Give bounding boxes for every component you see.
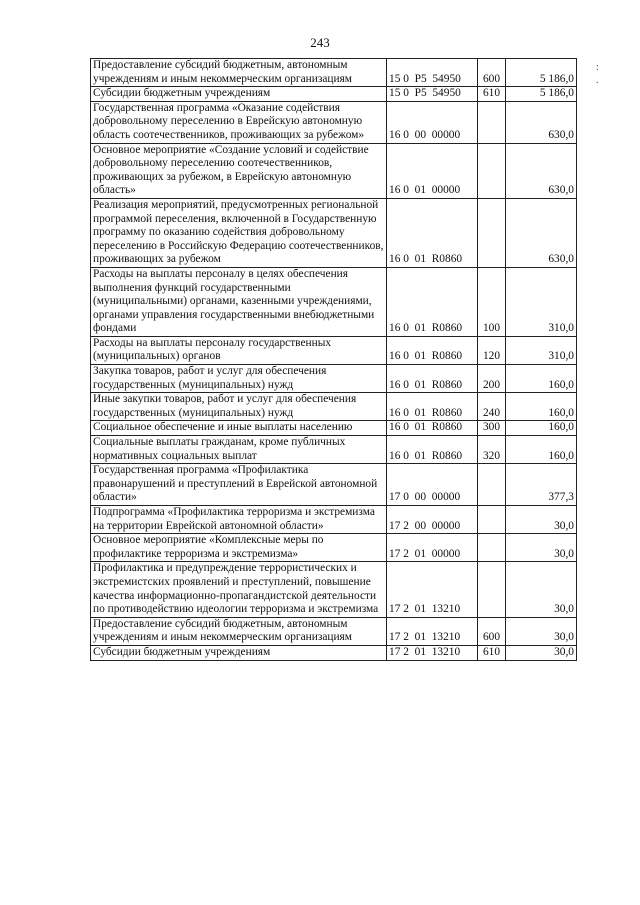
table-row (91, 198, 577, 267)
row-expense-type-cell: 320 (478, 436, 506, 464)
row-code-cell: 17 2 01 13210 (387, 562, 478, 617)
row-expense-type-cell (478, 143, 506, 198)
budget-table-body (91, 59, 577, 661)
row-code-cell: 17 2 01 00000 (387, 534, 478, 562)
row-expense-type-cell: 300 (478, 421, 506, 436)
edge-mark: : (596, 62, 599, 73)
row-name-cell: Иные закупки товаров, работ и услуг для обеспечения государственных (муниципальных) нужд (91, 393, 387, 421)
row-name-cell: Закупка товаров, работ и услуг для обеспечения государственных (муниципальных) нужд (91, 365, 387, 393)
row-name-cell: Основное мероприятие «Создание условий и содействие добровольному переселению соотечественников, проживающих за рубежом, в Еврейскую автономную область» (91, 143, 387, 198)
row-code-cell: 16 0 00 00000 (387, 101, 478, 143)
row-sum-cell: 310,0 (506, 267, 577, 336)
row-sum-cell: 630,0 (506, 198, 577, 267)
row-sum-cell: 310,0 (506, 336, 577, 364)
row-code-cell: 16 0 01 R0860 (387, 267, 478, 336)
row-name-cell: Субсидии бюджетным учреждениям (91, 645, 387, 660)
row-name-cell: Государственная программа «Профилактика правонарушений и преступлений в Еврейской автономной области» (91, 464, 387, 506)
row-code-cell: 15 0 Р5 54950 (387, 87, 478, 102)
row-code-cell: 16 0 01 R0860 (387, 421, 478, 436)
row-sum-cell: 30,0 (506, 534, 577, 562)
row-code-cell: 16 0 01 R0860 (387, 436, 478, 464)
row-sum-cell: 5 186,0 (506, 59, 577, 87)
row-code-cell: 16 0 01 R0860 (387, 198, 478, 267)
table-row (91, 506, 577, 534)
edge-mark: . (596, 75, 599, 86)
row-sum-cell: 160,0 (506, 436, 577, 464)
row-sum-cell: 160,0 (506, 393, 577, 421)
row-name-cell: Подпрограмма «Профилактика терроризма и экстремизма на территории Еврейской автономной области» (91, 506, 387, 534)
table-row (91, 365, 577, 393)
row-code-cell: 16 0 01 R0860 (387, 393, 478, 421)
row-expense-type-cell (478, 198, 506, 267)
page-number: 243 (310, 35, 330, 50)
row-expense-type-cell (478, 562, 506, 617)
row-code-cell: 17 2 01 13210 (387, 617, 478, 645)
row-expense-type-cell: 600 (478, 617, 506, 645)
row-name-cell: Реализация мероприятий, предусмотренных региональной программой переселения, включенной в Государственную программу по оказанию содействия добровольному переселению в Российскую Федерацию соотечественников, проживающих за рубежом (91, 198, 387, 267)
row-expense-type-cell: 600 (478, 59, 506, 87)
row-expense-type-cell: 240 (478, 393, 506, 421)
row-sum-cell: 630,0 (506, 101, 577, 143)
row-expense-type-cell: 120 (478, 336, 506, 364)
row-code-cell: 17 2 00 00000 (387, 506, 478, 534)
budget-table (90, 58, 577, 661)
table-row (91, 101, 577, 143)
row-name-cell: Предоставление субсидий бюджетным, автономным учреждениям и иным некоммерческим организациям (91, 59, 387, 87)
row-sum-cell: 30,0 (506, 506, 577, 534)
row-name-cell: Субсидии бюджетным учреждениям (91, 87, 387, 102)
row-sum-cell: 30,0 (506, 562, 577, 617)
row-expense-type-cell: 100 (478, 267, 506, 336)
table-row (91, 336, 577, 364)
row-expense-type-cell (478, 506, 506, 534)
table-row (91, 436, 577, 464)
row-sum-cell: 30,0 (506, 617, 577, 645)
table-row (91, 645, 577, 660)
row-name-cell: Социальное обеспечение и иные выплаты населению (91, 421, 387, 436)
row-code-cell: 17 2 01 13210 (387, 645, 478, 660)
row-expense-type-cell (478, 464, 506, 506)
row-expense-type-cell: 610 (478, 87, 506, 102)
row-sum-cell: 377,3 (506, 464, 577, 506)
row-sum-cell: 30,0 (506, 645, 577, 660)
row-sum-cell: 630,0 (506, 143, 577, 198)
table-row (91, 393, 577, 421)
row-sum-cell: 160,0 (506, 421, 577, 436)
row-name-cell: Предоставление субсидий бюджетным, автономным учреждениям и иным некоммерческим организациям (91, 617, 387, 645)
row-code-cell: 15 0 Р5 54950 (387, 59, 478, 87)
row-code-cell: 16 0 01 00000 (387, 143, 478, 198)
table-row (91, 59, 577, 87)
table-row (91, 534, 577, 562)
table-row (91, 421, 577, 436)
row-code-cell: 17 0 00 00000 (387, 464, 478, 506)
row-expense-type-cell (478, 534, 506, 562)
row-sum-cell: 160,0 (506, 365, 577, 393)
row-name-cell: Расходы на выплаты персоналу государственных (муниципальных) органов (91, 336, 387, 364)
row-code-cell: 16 0 01 R0860 (387, 365, 478, 393)
row-name-cell: Основное мероприятие «Комплексные меры по профилактике терроризма и экстремизма» (91, 534, 387, 562)
table-row (91, 464, 577, 506)
table-row (91, 267, 577, 336)
row-name-cell: Социальные выплаты гражданам, кроме публичных нормативных социальных выплат (91, 436, 387, 464)
table-row (91, 562, 577, 617)
row-expense-type-cell: 200 (478, 365, 506, 393)
table-row (91, 87, 577, 102)
table-row (91, 143, 577, 198)
row-sum-cell: 5 186,0 (506, 87, 577, 102)
table-row (91, 617, 577, 645)
row-name-cell: Государственная программа «Оказание содействия добровольному переселению в Еврейскую автономную область соотечественников, проживающих за рубежом» (91, 101, 387, 143)
row-code-cell: 16 0 01 R0860 (387, 336, 478, 364)
row-expense-type-cell (478, 101, 506, 143)
row-name-cell: Профилактика и предупреждение террористических и экстремистских проявлений и преступлений, повышение качества информационно-пропагандистской деятельности по противодействию идеологии терроризма и экстремизма (91, 562, 387, 617)
row-expense-type-cell: 610 (478, 645, 506, 660)
row-name-cell: Расходы на выплаты персоналу в целях обеспечения выполнения функций государственными (муниципальными) органами, казенными учреждениями, органами управления государственными внебюджетными фондами (91, 267, 387, 336)
